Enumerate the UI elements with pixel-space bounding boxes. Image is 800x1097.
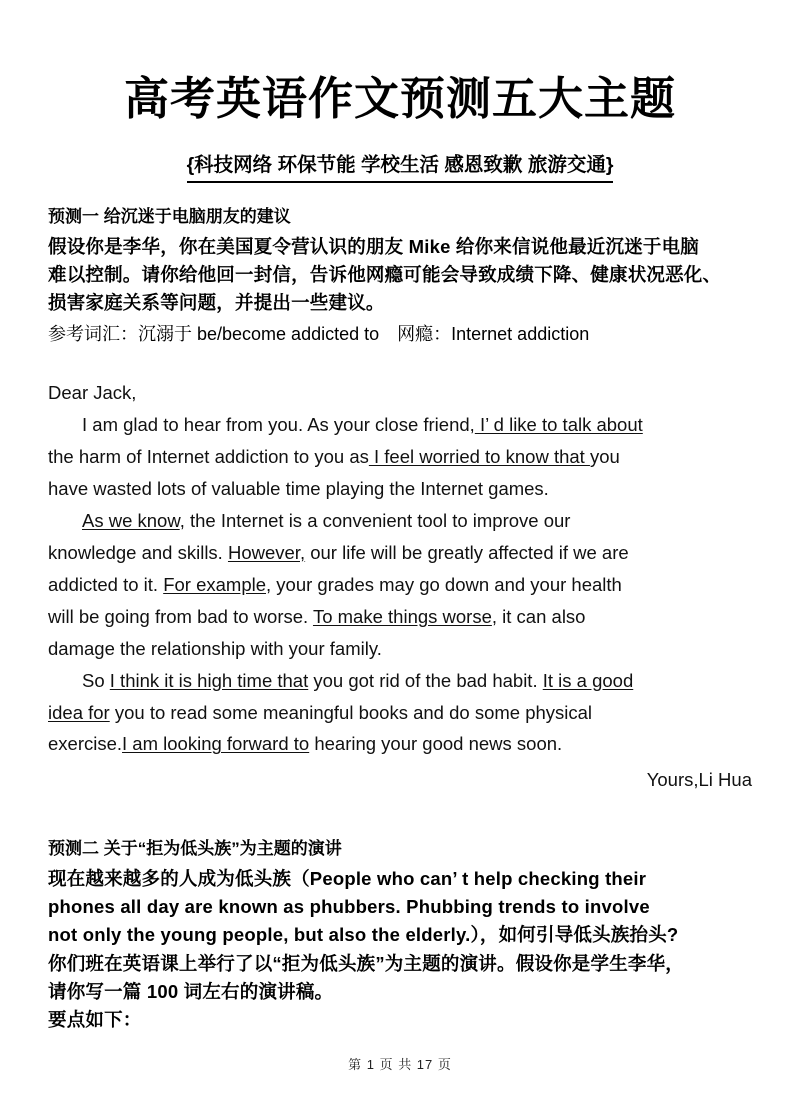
letter-underlined-phrase: To make things worse [312, 605, 492, 627]
letter-text: So [82, 669, 110, 691]
letter-text: knowledge and skills. [48, 541, 228, 563]
letter-paragraph-3-cont [48, 698, 752, 728]
page-title: 高考英语作文预测五大主题 [123, 72, 676, 125]
letter-paragraph-1 [48, 410, 752, 440]
letter-text: , your grades may go down and your health [266, 573, 622, 595]
letter-underlined-phrase: idea for [48, 701, 110, 723]
subtitle-container [48, 152, 752, 182]
letter-text: , it can also [491, 605, 586, 627]
prompt-line: 损害家庭关系等问题，并提出一些建议。 [48, 291, 385, 313]
letter-paragraph-2-cont [48, 570, 752, 600]
prompt-line: 现在越来越多的人成为低头族（People who can’ t help checking their [48, 868, 647, 890]
letter-underlined-phrase: For example [163, 573, 267, 595]
section-one [48, 205, 752, 796]
vocabulary-item-2: 网瘾：Internet addiction [397, 323, 590, 344]
vocabulary-item-1: 沉溺于 be/become addicted to [138, 323, 380, 344]
letter-underlined-phrase: As we know [82, 509, 180, 531]
prompt-line: 请你写一篇 100 词左右的演讲稿。 [48, 980, 334, 1002]
section-two-prompt [48, 865, 752, 1034]
letter-paragraph-1-cont: have wasted lots of valuable time playing the Internet games. [48, 477, 549, 499]
letter-paragraph-1-cont [48, 442, 752, 472]
letter-text: you to read some meaningful books and do some physical [109, 701, 593, 723]
letter-text: you got rid of the bad habit. [308, 669, 543, 691]
section-one-heading: 预测一 给沉迷于电脑朋友的建议 [48, 206, 291, 226]
letter-signature: Yours,Li Hua [646, 769, 752, 791]
letter-paragraph-2-cont [48, 538, 752, 568]
letter-underlined-phrase: I’ d like to talk about [474, 413, 643, 435]
prompt-line: not only the young people, but also the elderly.），如何引导低头族抬头? [48, 924, 679, 946]
document-subtitle: {科技网络 环保节能 学校生活 感恩致歉 旅游交通} [187, 152, 614, 182]
letter-text: hearing your good news soon. [309, 733, 563, 755]
page-footer: 第 1 页 共 17 页 [348, 1057, 452, 1072]
prompt-line: 假设你是李华，你在美国夏令营认识的朋友 Mike 给你来信说他最近沉迷于电脑 [48, 235, 700, 257]
letter-paragraph-2 [48, 506, 752, 536]
vocabulary-line [48, 321, 752, 348]
letter-paragraph-3 [48, 666, 752, 696]
section-two-heading: 预测二 关于“拒为低头族”为主题的演讲 [48, 839, 342, 859]
prompt-line: 难以控制。请你给他回一封信，告诉他网瘾可能会导致成绩下降、健康状况恶化、 [48, 263, 722, 285]
letter-paragraph-2-cont: damage the relationship with your family. [48, 637, 382, 659]
letter-underlined-phrase: It is a good [542, 669, 634, 691]
letter-text: will be going from bad to worse. [48, 605, 313, 627]
letter-paragraph-2-cont [48, 602, 752, 632]
letter-underlined-phrase: I am looking forward to [122, 733, 310, 755]
vocabulary-label: 参考词汇： [48, 323, 138, 344]
letter-text: you [589, 445, 620, 467]
letter-text: addicted to it. [48, 573, 164, 595]
section-two [48, 837, 752, 1033]
letter-salutation: Dear Jack, [48, 381, 137, 403]
letter-text: exercise. [48, 733, 123, 755]
section-one-prompt [48, 233, 752, 317]
letter-underlined-phrase: I think it is high time that [109, 669, 309, 691]
sample-letter [48, 378, 752, 796]
prompt-line: phones all day are known as phubbers. Phubbing trends to involve [48, 896, 650, 918]
letter-paragraph-3-cont [48, 729, 752, 759]
letter-text: I am glad to hear from you. As your close friend, [82, 413, 475, 435]
letter-text: , the Internet is a convenient tool to improve our [179, 509, 571, 531]
prompt-line: 你们班在英语课上举行了以“拒为低头族”为主题的演讲。假设你是学生李华， [48, 952, 685, 974]
prompt-line: 要点如下： [48, 1008, 142, 1030]
letter-text: the harm of Internet addiction to you as [48, 445, 369, 467]
letter-underlined-phrase: However, [227, 541, 306, 563]
letter-text: our life will be greatly affected if we are [305, 541, 629, 563]
letter-underlined-phrase: I feel worried to know that [368, 445, 590, 467]
